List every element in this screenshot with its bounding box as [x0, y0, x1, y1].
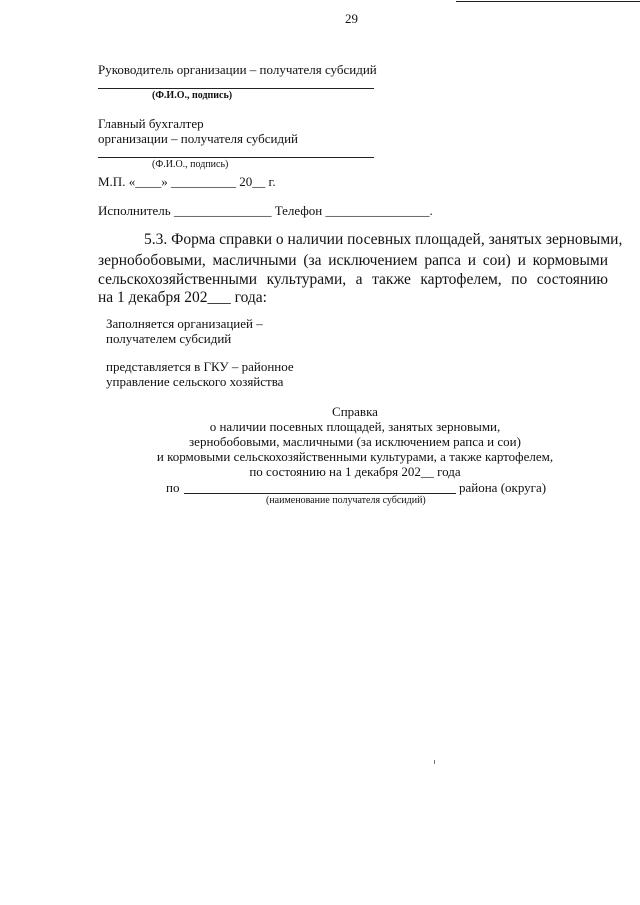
- section-line-2: [98, 251, 608, 271]
- filled-by-2: получателем субсидий: [106, 331, 232, 346]
- certificate-line-1: о наличии посевных площадей, занятых зерновыми,: [209, 419, 501, 434]
- top-edge-line: [456, 1, 640, 2]
- section-line-3-text: сельскохозяйственными культурами, а также картофелем, по состоянию: [98, 271, 608, 288]
- recipient-name-line: [184, 493, 456, 494]
- stamp-line: М.П. «____» __________ 20__ г.: [98, 174, 276, 189]
- certificate-title: Справка: [332, 404, 378, 419]
- accountant-label-1: Главный бухгалтер: [98, 116, 204, 131]
- recipient-prefix: по: [166, 480, 180, 495]
- accountant-signature-line: [98, 157, 374, 158]
- page-number: 29: [345, 11, 358, 26]
- fio-caption-1: (Ф.И.О., подпись): [152, 90, 233, 101]
- scan-speck: [434, 760, 435, 764]
- section-line-1: 5.3. Форма справки о наличии посевных площадей, занятых зерновыми,: [144, 231, 623, 248]
- head-signature-line: [98, 88, 374, 89]
- head-label: Руководитель организации – получателя субсидий: [98, 62, 377, 77]
- submitted-to-2: управление сельского хозяйства: [106, 374, 284, 389]
- filled-by-1: Заполняется организацией –: [106, 316, 263, 331]
- certificate-line-3: и кормовыми сельскохозяйственными культурами, а также картофелем,: [156, 449, 554, 464]
- section-line-3: [98, 270, 608, 290]
- section-line-2-text: зернобобовыми, масличными (за исключением рапса и сои) и кормовыми: [98, 252, 608, 269]
- fio-caption-2: (Ф.И.О., подпись): [152, 159, 229, 170]
- submitted-to-1: представляется в ГКУ – районное: [106, 359, 294, 374]
- certificate-line-4: по состоянию на 1 декабря 202__ года: [249, 464, 461, 479]
- accountant-label-2: организации – получателя субсидий: [98, 131, 299, 146]
- section-line-4: на 1 декабря 202___ года:: [98, 289, 267, 306]
- recipient-caption: (наименование получателя субсидий): [266, 495, 426, 506]
- recipient-suffix: района (округа): [459, 480, 547, 495]
- certificate-line-2: зернобобовыми, масличными (за исключением рапса и сои): [189, 434, 521, 449]
- executor-line: Исполнитель _______________ Телефон ________________.: [98, 203, 433, 218]
